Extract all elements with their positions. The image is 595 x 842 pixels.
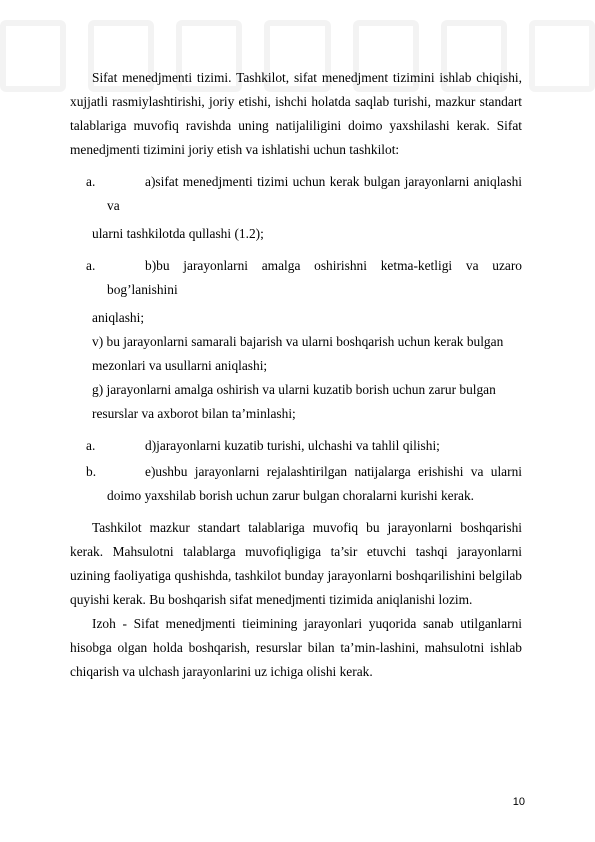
intro-paragraph: Sifat menedjmenti tizimi. Tashkilot, sifat menedjment tizimini ishlab chiqishi, xujjatli rasmiylashtirishi, joriy etishi, ishchi holatda saqlab turishi, mazkur standart talablariga muvofiq ravishda uning natijaliligini doimo yaxshilashi kerak. Sifat menedjmenti tizimini joriy etish va ishlatishi uchun tashkilot:	[70, 70, 522, 157]
text-line: aniqlashi;	[92, 310, 145, 325]
list-item-text: b)bu jarayonlarni amalga oshirishni ketma-ketligi va uzaro bog’lanishini	[107, 258, 522, 297]
list-item-d	[70, 434, 522, 458]
list-item-a1	[70, 170, 522, 218]
list-item-text: e)ushbu jarayonlarni rejalashtirilgan natijalarga erishishi va ularni doimo yaxshilab borish uchun zarur bulgan choralarni kurishi kerak.	[107, 464, 522, 503]
page-number: 10	[512, 796, 525, 808]
list-item-text: d)jarayonlarni kuzatib turishi, ulchashi va tahlil qilishi;	[145, 438, 440, 453]
note-paragraph: Izoh - Sifat menedjmenti tieimining jarayonlari yuqorida sanab utilganlarni hisobga olgan holda boshqarish, resurslar bilan ta’min-lashini, mahsulotni ishlab chiqarish va ulchash jarayonlarini uz ichiga olishi kerak.	[70, 616, 522, 679]
text-line: v) bu jarayonlarni samarali bajarish va ularni boshqarish uchun kerak bulgan	[92, 334, 504, 349]
text-line: resurslar va axborot bilan ta’minlashi;	[92, 406, 296, 421]
document-body	[70, 66, 522, 684]
body-paragraph: Tashkilot mazkur standart talablariga muvofiq bu jarayonlarni boshqarishi kerak. Mahsulotni talablarga muvofiqligiga ta’sir etuvchi tashqi jarayonlarni uzining faoliyatiga qushishda, tashkilot bunday jarayonlarni boshqarilishini belgilab quyishi kerak. Bu boshqarish sifat menedjmenti tizimida aniqlanishi lozim.	[70, 520, 522, 607]
text-line: mezonlari va usullarni aniqlashi;	[92, 358, 268, 373]
list-marker: a.	[86, 258, 96, 273]
list-marker: a.	[86, 438, 96, 453]
list-marker: a.	[86, 174, 96, 189]
list-item-a2	[70, 254, 522, 302]
list-item-e	[70, 460, 522, 508]
list-marker: b.	[86, 464, 97, 479]
text-line: g) jarayonlarni amalga oshirish va ularni kuzatib borish uchun zarur bulgan	[92, 382, 496, 397]
text-line: ularni tashkilotda qullashi (1.2);	[92, 226, 264, 241]
list-item-text: a)sifat menedjmenti tizimi uchun kerak bulgan jarayonlarni aniqlashi va	[107, 174, 522, 213]
